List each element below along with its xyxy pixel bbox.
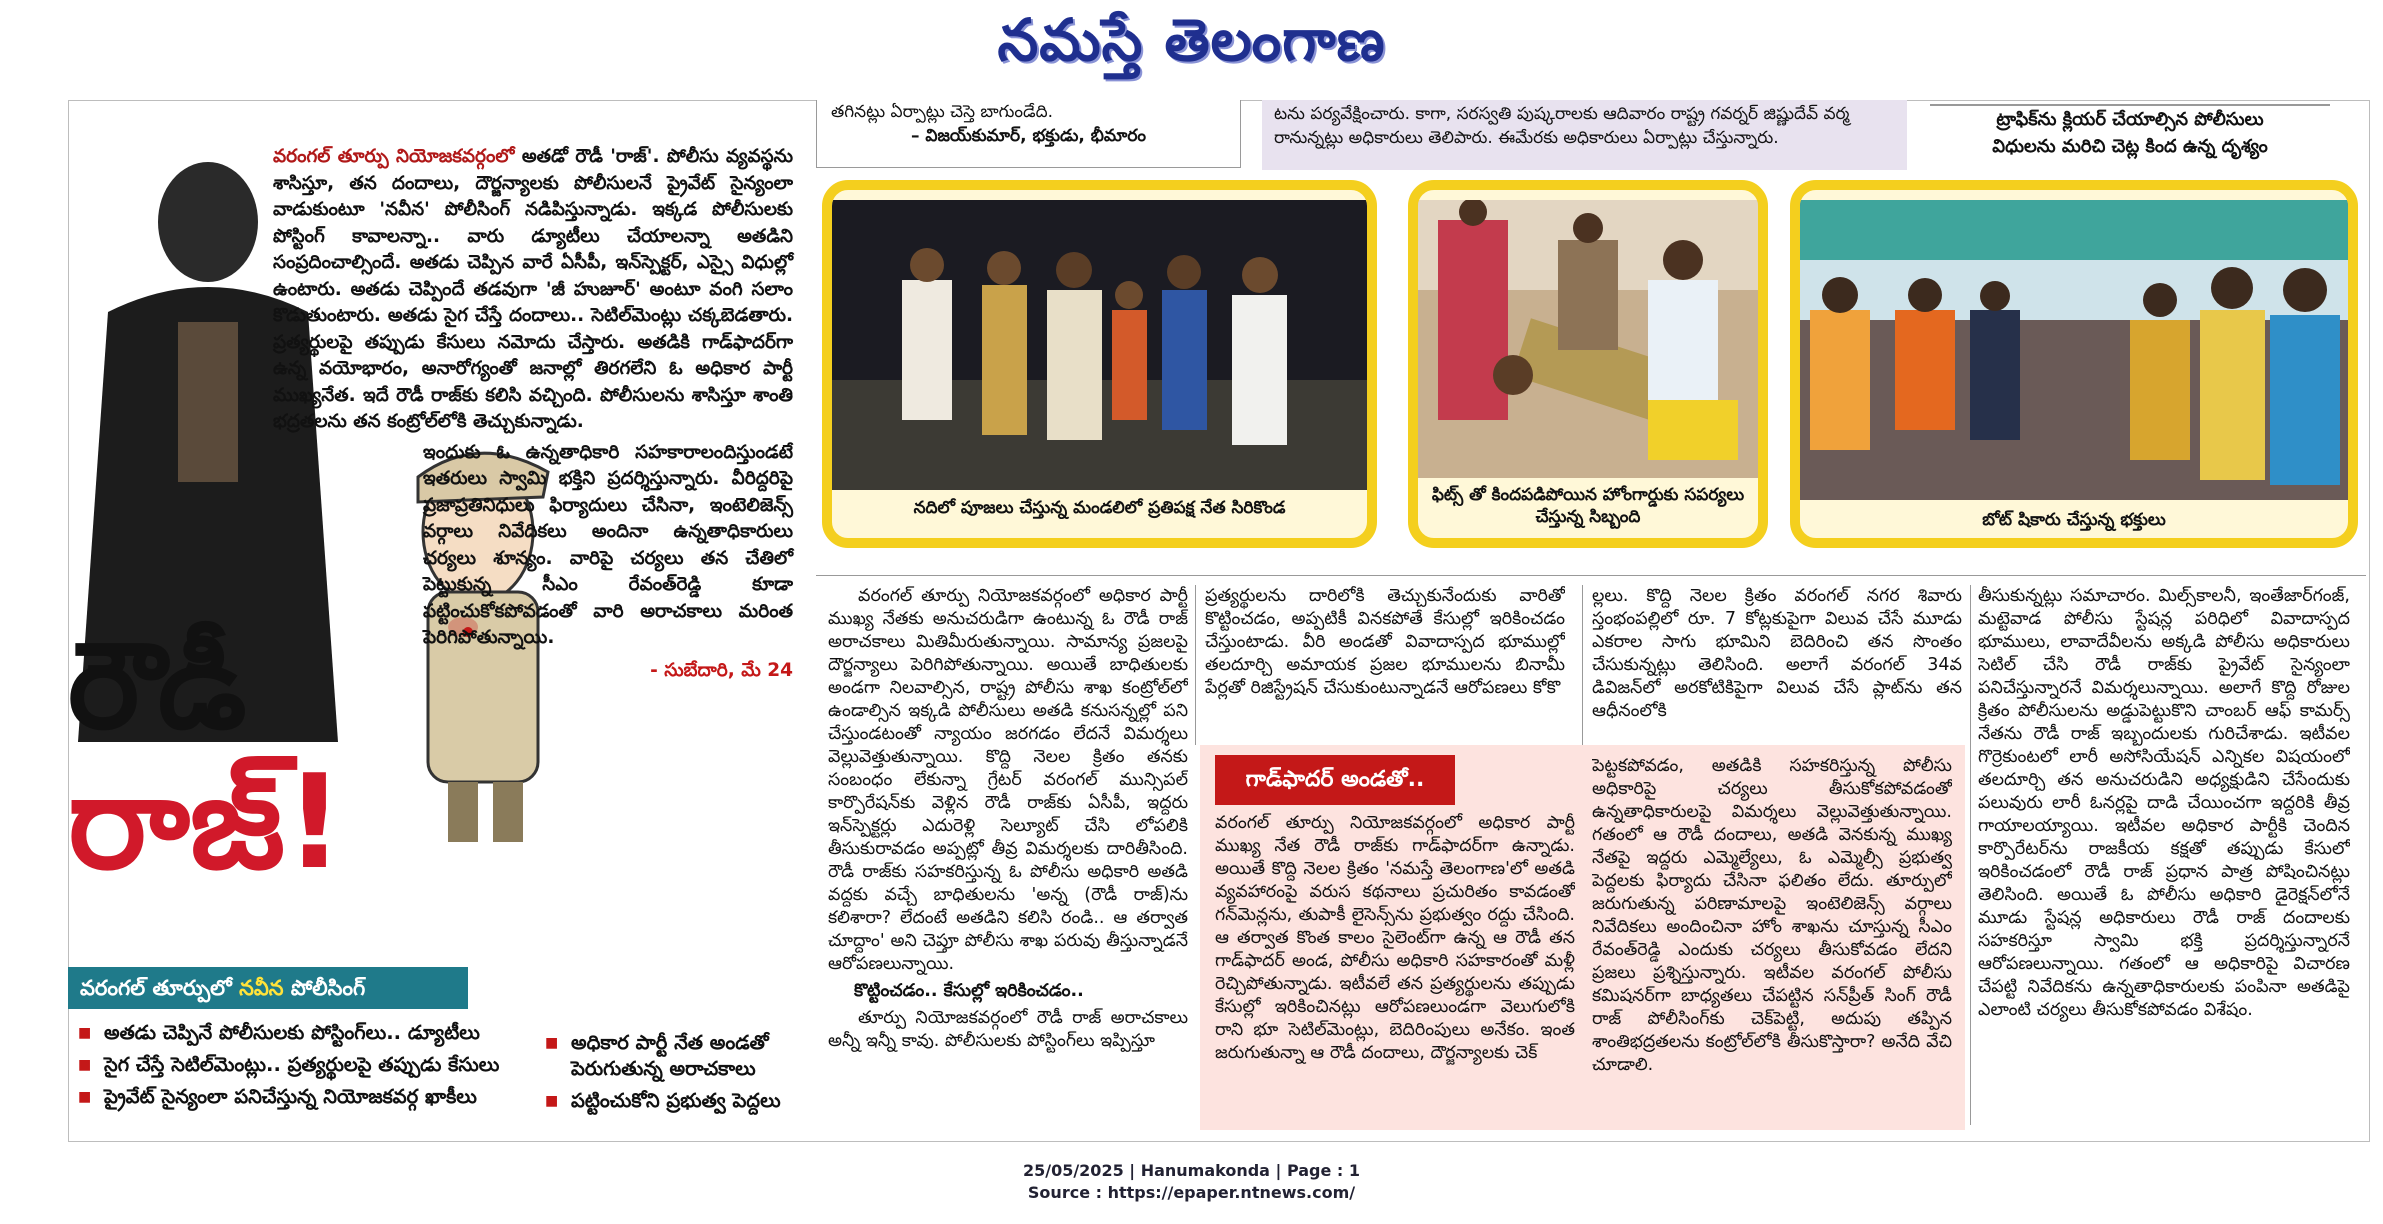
- photo-2-caption: ఫిట్స్ తో కిందపడిపోయిన హోంగార్డుకు సపర్యలు చేస్తున్న సిబ్బంది: [1431, 485, 1745, 527]
- bullets-left: [78, 1020, 548, 1116]
- footer: [0, 1160, 2383, 1204]
- bullet-item: ■ అధికార పార్టీ నేత అండతో పెరుగుతున్న అరాచకాలు: [545, 1030, 785, 1082]
- masthead: [0, 0, 2383, 80]
- godfather-box-title: [1215, 755, 1455, 805]
- photo-boat-ride: [1800, 200, 2348, 500]
- top-left-line-2: – విజయ్‌కుమార్, భక్తుడు, భీమారం: [911, 126, 1147, 146]
- photo-3-caption: బోట్ షికారు చేస్తున్న భక్తులు: [1982, 510, 2166, 530]
- col1-paragraph: వరంగల్ తూర్పు నియోజకవర్గంలో అధికార పార్టీ ముఖ్య నేతకు అనుచరుడిగా ఉంటున్న ఓ రౌడీ రాజ్ అరాచకాలు మితిమీరుతున్నాయి. సామాన్య ప్రజలపై దౌర్జన్యాలు పెరిగిపోతున్నాయి. అయితే బాధితులకు అండగా నిలవాల్సిన, రాష్ట్ర పోలీసు శాఖ కంట్రోల్‌లో ఉండాల్సిన ఇక్కడి పోలీసులు అతడి కనుసన్నల్లో పని చేస్తుండటంతో న్యాయం జరగడం లేదనే విమర్శలు వెల్లువెత్తుతున్నాయి. కొద్ది నెలల క్రితం తనకు సంబంధం లేకున్నా గ్రేటర్ వరంగల్ మున్సిపల్ కార్పొరేషన్‌కు వెళ్లిన రౌడీ రాజ్‌కు ఏసీపీ, ఇద్దరు ఇన్‌స్పెక్టర్లు ఎదురెళ్లి సెల్యూట్ చేసి లోపలికి తీసుకురావడం అప్పట్లో తీవ్ర విమర్శలకు దారితీసింది. రౌడీ రాజ్‌కు సహకరిస్తున్న ఓ పోలీసు అధికారి అతడి వద్దకు వచ్చే బాధితులను 'అన్న (రౌడీ రాజ్)ను కలిశారా? లేదంటే అతడిని కలిసి రండి.. ఆ తర్వాత చూద్దాం' అని చెప్తూ పోలీసు శాఖ పరువు తీస్తున్నాడనే ఆరోపణలున్నాయి.: [828, 586, 1188, 974]
- strap-banner: [68, 967, 468, 1009]
- photo-2-frame: [1408, 180, 1768, 548]
- bullet-item: ■ అతడు చెప్పినే పోలీసులకు పోస్టింగ్‌లు.. డ్యూటీలు: [78, 1020, 548, 1046]
- dateline: - సుబేదారి, మే 24: [650, 659, 793, 681]
- headline-line-2: రాజ్!: [68, 746, 345, 898]
- top-right-caption-line-1: ట్రాఫిక్‌ను క్లియర్ చేయాల్సిన పోలీసులు: [1996, 109, 2264, 130]
- strap-suffix: పోలీసింగ్: [283, 976, 366, 1000]
- strap-highlight: నవీన: [239, 976, 284, 1000]
- photo-1-caption: నదిలో పూజలు చేస్తున్న మండలిలో ప్రతిపక్ష నేత సిరికొండ: [913, 498, 1286, 518]
- godfather-title-text: గాడ్‌ఫాదర్ అండతో..: [1245, 767, 1425, 792]
- column-rule: [1582, 585, 1583, 745]
- strap-prefix: వరంగల్ తూర్పులో: [80, 976, 240, 1000]
- bullet-item: ■ సైగ చేస్తే సెటిల్‌మెంట్లు.. ప్రత్యర్థులపై తప్పుడు కేసులు: [78, 1052, 548, 1078]
- body-column-1: [828, 585, 1188, 1125]
- bullet-item: ■ ప్రైవేట్ సైన్యంలా పనిచేస్తున్న నియోజకవర్గ ఖాకీలు: [78, 1084, 548, 1110]
- body-column-3: [1592, 585, 1962, 735]
- photo-3-frame: [1790, 180, 2358, 548]
- lead-bold: ఇందుకు ఓ ఉన్నతాధికారి సహకారాలందిస్తుండటే ఇతరులు స్వామి భక్తిని ప్రదర్శిస్తున్నారు. వీరిద్దరిపై ప్రజాప్రతినిధులు ఫిర్యాదులు చేసినా, ఇంటెలిజెన్స్ వర్గాలు నివేదికలు అందినా ఉన్నతాధికారులు చర్యలు శూన్యం. వారిపై చర్యలు తన చేతిలో పెట్టుకున్న సీఎం రేవంత్‌రెడ్డి కూడా పట్టించుకోకపోవడంతో వారి అరాచకాలు మరింత పెరిగిపోతున్నాయి.: [423, 441, 793, 648]
- top-middle-line-1: టను పర్యవేక్షించారు. కాగా, సరస్వతి పుష్కరాలకు ఆదివారం రాష్ట్ర గవర్నర్ జిష్ణుదేవ్ వర్మ: [1274, 104, 1850, 124]
- top-right-caption-line-2: విధులను మరిచి చెట్ల కింద ఉన్న దృశ్యం: [1992, 136, 2268, 157]
- box-col1-paragraph: వరంగల్ తూర్పు నియోజకవర్గంలో అధికార పార్టీ ముఖ్య నేత రౌడీ రాజ్‌కు గాడ్‌ఫాదర్‌గా ఉన్నాడు. అయితే కొద్ది నెలల క్రితం 'నమస్తే తెలంగాణ'లో అతడి వ్యవహారంపై వరుస కథనాలు ప్రచురితం కావడంతో గన్‌మెన్లను, తుపాకీ లైసెన్స్‌ను ప్రభుత్వం రద్దు చేసింది. ఆ తర్వాత కొంత కాలం సైలెంట్‌గా ఉన్న ఆ రౌడీ తన గాడ్‌ఫాదర్ అండ, పోలీసు అధికారి సహకారంతో మళ్లీ రెచ్చిపోతున్నాడు. ఇటీవలే తన ప్రత్యర్థులను తప్పుడు కేసుల్లో ఇరికించినట్లు ఆరోపణలుండగా వెలుగులోకి రాని భూ సెటిల్‌మెంట్లు, బెదిరింపులు అనేకం. ఇంత జరుగుతున్నా ఆ రౌడీ దందాలు, దౌర్జన్యాలకు చెక్: [1215, 813, 1575, 1063]
- footer-source-line: Source : https://epaper.ntnews.com/: [1027, 1183, 1356, 1202]
- top-left-line-1: తగినట్లు ఏర్పాట్లు చెస్తె బాగుండేది.: [831, 102, 1054, 122]
- body-column-2: [1205, 585, 1565, 735]
- godfather-column-1: [1215, 812, 1575, 1127]
- godfather-column-2: [1592, 755, 1952, 1125]
- photo-river-prayer: [832, 200, 1367, 490]
- column-rule: [1195, 585, 1196, 745]
- col4-paragraph: తీసుకున్నట్లు సమాచారం. మిల్స్‌కాలనీ, ఇంతేజార్‌గంజ్, మట్టెవాడ పోలీసు స్టేషన్ల పరిధిలో వివాదాస్పద భూములు, లావాదేవీలను అక్కడి పోలీసు అధికారులు సెటిల్ చేసి రౌడీ రాజ్‌కు ప్రైవేట్ సైన్యంలా పనిచేస్తున్నారనే విమర్శలున్నాయి. అలాగే కొద్ది రోజుల క్రితం పోలీసులను అడ్డుపెట్టుకొని చాంబర్ ఆఫ్ కామర్స్ నేతను రౌడీ రాజ్ ఇబ్బందులకు గురిచేశాడు. ఇటీవల గొర్రెకుంటలో లారీ అసోసియేషన్ ఎన్నికల విషయంలో తలదూర్చి తన అనుచరుడిని అధ్యక్షుడిని చేసేందుకు పలువురు లారీ ఓనర్లపై దాడి చేయించగా ఇద్దరికి తీవ్ర గాయాలయ్యాయి. ఇటీవల అధికార పార్టీకి చెందిన కార్పొరేటర్‌ను రాజకీయ కక్షతో తప్పుడు కేసులో ఇరికించడంలో రౌడీ రాజ్ ప్రధాన పాత్ర పోషించినట్లు తెలిసింది. అయితే ఓ పోలీసు అధికారి డైరెక్షన్‌లోనే మూడు స్టేషన్ల అధికారులు రౌడీ రాజ్ దందాలకు సహకరిస్తూ స్వామి భక్తి ప్రదర్శిస్తున్నారనే ఆరోపణలున్నాయి. గతంలో ఆ అధికారిపై విచారణ చేపట్టి నివేదికను ఉన్నతాధికారులకు పంపినా అతడిపై ఎలాంటి చర్యలు తీసుకోకపోవడం విశేషం.: [1978, 586, 2350, 1020]
- headline-line-1: రౌడీ: [68, 617, 247, 756]
- headline-panel: [68, 112, 813, 1057]
- box-col2-paragraph: పెట్టకపోవడం, అతడికి సహకరిస్తున్న పోలీసు అధికారిపై చర్యలు తీసుకోకపోవడంతో ఉన్నతాధికారులపై విమర్శలు వెల్లువెత్తుతున్నాయి. గతంలో ఆ రౌడీ దందాలు, అతడి వెనకున్న ముఖ్య నేతపై ఇద్దరు ఎమ్మెల్యేలు, ఓ ఎమ్మెల్సీ ప్రభుత్వ పెద్దలకు ఫిర్యాదు చేసినా ఫలితం లేదు. తూర్పులో జరుగుతున్న పరిణామాలపై ఇంటెలిజెన్స్ వర్గాలు నివేదికలు అందించినా హోం శాఖను చూస్తున్న సీఎం రేవంత్‌రెడ్డి ఎందుకు చర్యలు తీసుకోవడం లేదని ప్రజలు ప్రశ్నిస్తున్నారు. ఇటీవల వరంగల్ పోలీసు కమిషనర్‌గా బాధ్యతలు చేపట్టిన సన్‌ప్రీత్ సింగ్ రౌడీ రాజ్ పోలీసింగ్‌కు చెక్‌పెట్టి, అదుపు తప్పిన శాంతిభద్రతలను కంట్రోల్‌లోకి తీసుకొస్తారా? అనేది వేచి చూడాలి.: [1592, 756, 1952, 1075]
- lead-highlight: వరంగల్ తూర్పు నియోజకవర్గంలో: [273, 146, 515, 167]
- top-middle-box: [1262, 100, 1907, 170]
- section-rule: [816, 575, 2366, 576]
- photo-1-frame: [822, 180, 1377, 548]
- top-middle-line-2: రానున్నట్లు అధికారులు తెలిపారు. ఈమేరకు అధికారులు ఏర్పాట్లు చేస్తున్నారు.: [1274, 128, 1779, 148]
- top-left-box: [816, 100, 1241, 168]
- col2-paragraph: ప్రత్యర్థులను దారిలోకి తెచ్చుకునేందుకు వారితో కొట్టించడం, అప్పటికీ వినకపోతే కేసుల్లో ఇరికించడం చేస్తుంటాడు. వీరి అండతో వివాదాస్పద భూముల్లో తలదూర్చి అమాయక ప్రజల భూములను బినామీ పేర్లతో రిజిస్ట్రేషన్ చేసుకుంటున్నాడనే ఆరోపణలు కోకొ: [1205, 586, 1565, 698]
- col1-subhead: కొట్టించడం.. కేసుల్లో ఇరికించడం..: [854, 981, 1084, 1001]
- col3-paragraph: ల్లలు. కొద్ది నెలల క్రితం వరంగల్ నగర శివారు స్తంభంపల్లిలో రూ. 7 కోట్లకుపైగా విలువ చేసే మూడు ఎకరాల సాగు భూమిని బెదిరించి తన సొంతం చేసుకున్నట్లు తెలిసింది. అలాగే వరంగల్ 34వ డివిజన్‌లో అరకోటికిపైగా విలువ చేసే ప్లాట్‌ను తన ఆధీనంలోకి: [1592, 586, 1962, 721]
- photo-homeguard-first-aid: [1418, 200, 1758, 478]
- column-rule: [1970, 585, 1971, 1125]
- body-column-4: [1978, 585, 2350, 1125]
- col1-tail: తూర్పు నియోజకవర్గంలో రౌడీ రాజ్ అరాచకాలు అన్నీ ఇన్నీ కావు. పోలీసులకు పోస్టింగ్‌లు ఇప్పిస్తూ: [828, 1008, 1188, 1051]
- bullet-item: ■ పట్టించుకోని ప్రభుత్వ పెద్దలు: [545, 1088, 785, 1114]
- lead-text: అతడో రౌడీ 'రాజ్'. పోలీసు వ్యవస్థను శాసిస్తూ, తన దందాలు, దౌర్జన్యాలకు పోలీసులనే ప్రైవేట్ సైన్యంలా వాడుకుంటూ 'నవీన' పోలీసింగ్ నడిపిస్తున్నాడు. ఇక్కడ పోలీసులకు పోస్టింగ్ కావాలన్నా.. వారు డ్యూటీలు చేయాలన్నా అతడిని సంప్రదించాల్సిందే. అతడు చెప్పిన వారే ఏసీపీ, ఇన్‌స్పెక్టర్, ఎస్సై విధుల్లో ఉంటారు. అతడు చెప్పిందే తడవుగా 'జీ హుజూర్' అంటూ వంగి సలాం కొడుతుంటారు. అతడు సైగ చేస్తే దందాలు.. సెటిల్‌మెంట్లు చక్కబెడతారు. ప్రత్యర్థులపై తప్పుడు కేసులు నమోదు చేస్తారు. అతడికి గాడ్‌ఫాదర్‌గా ఉన్న వయోభారం, అనారోగ్యంతో జనాల్లో తిరగలేని ఓ అధికార పార్టీ ముఖ్యనేత. ఇదే రౌడీ రాజ్‌కు కలిసి వచ్చింది. పోలీసులను శాసిస్తూ శాంతి భద్రతలను తన కంట్రోల్‌లోకి తెచ్చుకున్నాడు.: [273, 146, 793, 432]
- footer-date-line: 25/05/2025 | Hanumakonda | Page : 1: [1022, 1161, 1361, 1180]
- bullets-right: [545, 1030, 785, 1120]
- newspaper-title: నమస్తే తెలంగాణ: [997, 6, 1386, 74]
- lead-paragraph: [273, 144, 793, 684]
- top-right-caption: [1930, 104, 2330, 160]
